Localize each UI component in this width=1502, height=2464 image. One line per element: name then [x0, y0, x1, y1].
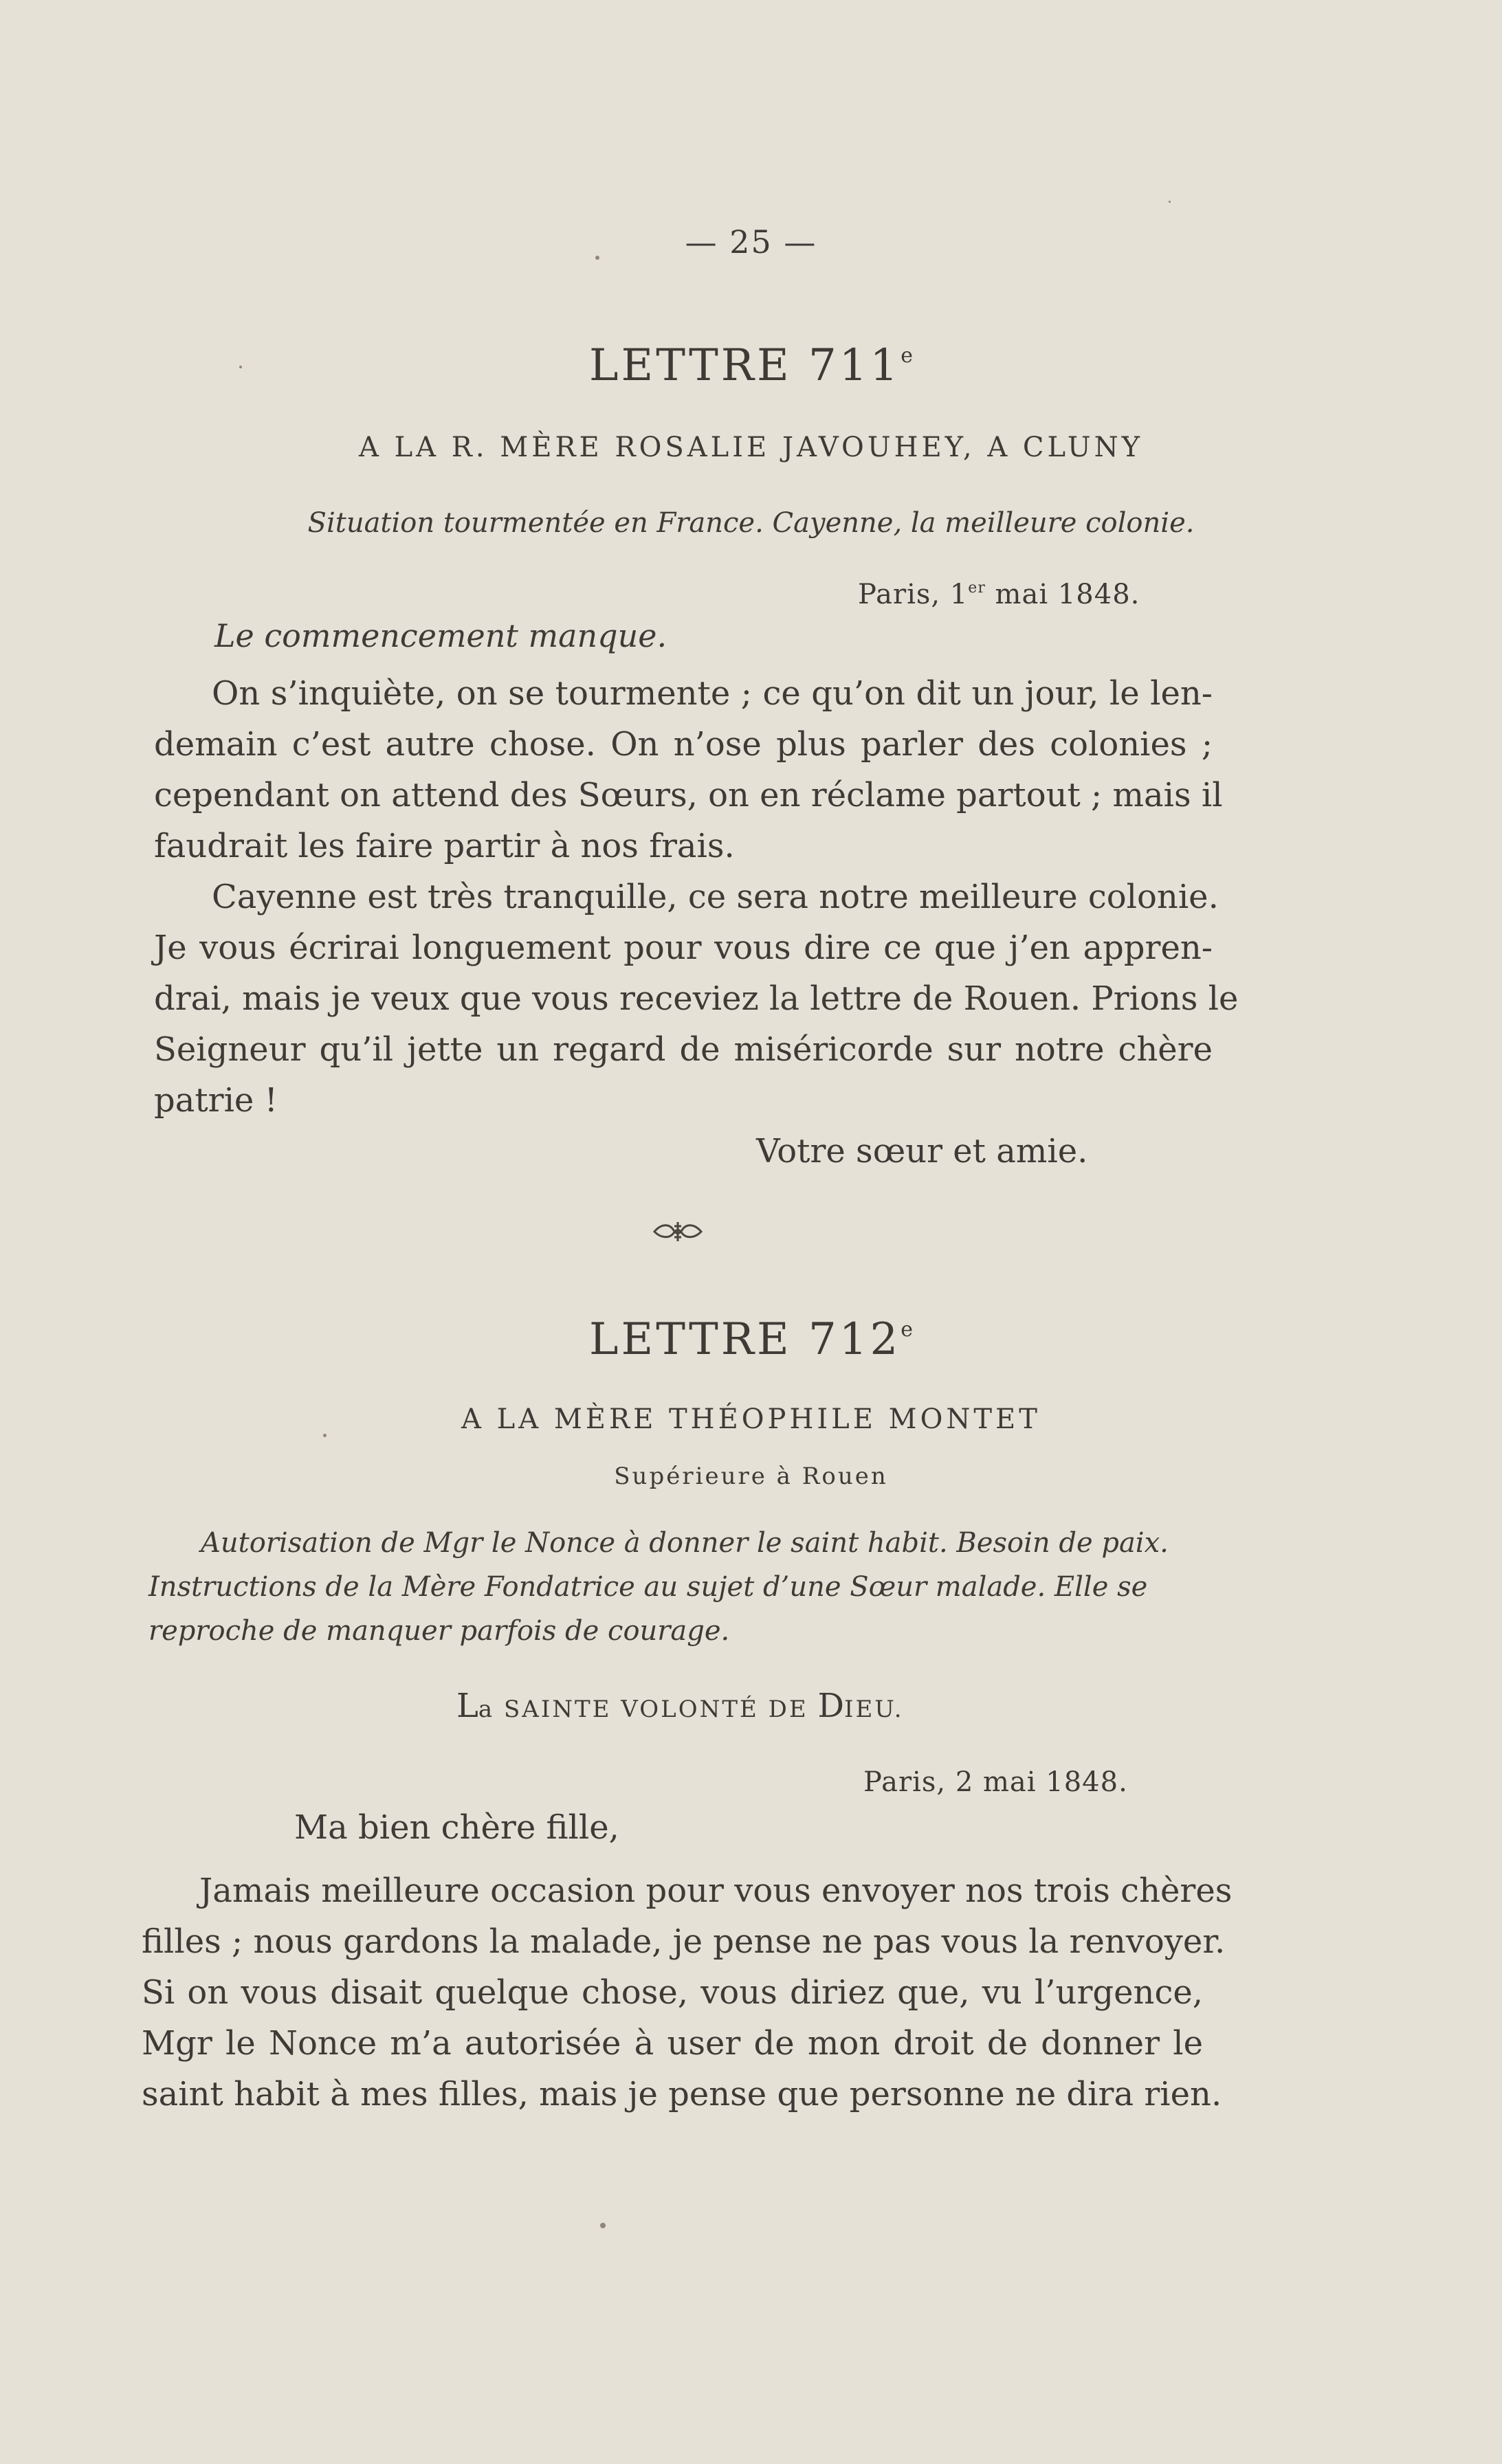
letter-711-line: Cayenne est très tranquille, ce sera notre meilleure colonie.: [212, 878, 1219, 916]
motto-space: [808, 1696, 818, 1723]
letter-712-summary-line: Autorisation de Mgr le Nonce à donner le saint habit. Besoin de paix.: [201, 1527, 1169, 1559]
letter-711-recipient: A LA R. MÈRE ROSALIE JAVOUHEY, A CLUNY: [358, 432, 1144, 463]
letter-711-line: faudrait les faire partir à nos frais.: [154, 827, 735, 865]
motto-word: [494, 1696, 504, 1723]
letter-712-title-sup: e: [901, 1318, 913, 1342]
letter-711-line: Seigneur qu’il jette un regard de miséricorde sur notre chère: [154, 1030, 1213, 1069]
letter-712-motto: [456, 1687, 904, 1725]
letter-711-date-prefix: Paris, 1: [858, 579, 969, 610]
motto-word: IEU.: [844, 1696, 904, 1723]
letter-712-line: filles ; nous gardons la malade, je pense ne pas vous la renvoyer.: [142, 1922, 1226, 1961]
letter-712-subtitle: Supérieure à Rouen: [614, 1463, 888, 1490]
letter-712-line: Mgr le Nonce m’a autorisée à user de mon droit de donner le: [142, 2024, 1203, 2063]
letter-712-title-text: LETTRE 712: [589, 1314, 901, 1365]
letter-712-salutation: Ma bien chère fille,: [294, 1808, 619, 1847]
motto-initial: L: [456, 1687, 478, 1725]
paper-speck: [323, 1434, 327, 1437]
page-number: — 25 —: [685, 223, 817, 260]
letter-711-closing: Votre sœur et amie.: [756, 1132, 1088, 1170]
ornament-divider-icon: [652, 1218, 704, 1245]
paper-speck: [600, 2223, 606, 2228]
motto-initial: D: [817, 1687, 845, 1725]
letter-711-line: On s’inquiète, on se tourmente ; ce qu’on dit un jour, le len-: [212, 674, 1213, 713]
paper-speck: [1169, 201, 1171, 203]
letter-711-summary: Situation tourmentée en France. Cayenne, la meilleure colonie.: [307, 507, 1195, 539]
letter-711-title-sup: e: [901, 344, 913, 368]
letter-711-line: demain c’est autre chose. On n’ose plus parler des colonies ;: [154, 725, 1213, 764]
letter-712-summary-line: Instructions de la Mère Fondatrice au sujet d’une Sœur malade. Elle se: [148, 1571, 1148, 1603]
letter-712-recipient: A LA MÈRE THÉOPHILE MONTET: [461, 1403, 1041, 1435]
letter-712-line: saint habit à mes filles, mais je pense que personne ne dira rien.: [142, 2075, 1222, 2113]
letter-712-date: Paris, 2 mai 1848.: [863, 1766, 1128, 1798]
letter-711-line: drai, mais je veux que vous receviez la lettre de Rouen. Prions le: [154, 979, 1239, 1018]
letter-711-title: [0, 340, 1502, 391]
letter-711-date-suffix: mai 1848.: [985, 579, 1140, 610]
letter-712-line: Si on vous disait quelque chose, vous diriez que, vu l’urgence,: [142, 1973, 1203, 2012]
motto-word: a: [478, 1696, 495, 1723]
letter-712-summary-line: reproche de manquer parfois de courage.: [148, 1615, 730, 1647]
letter-712-line: Jamais meilleure occasion pour vous envoyer nos trois chères: [199, 1872, 1233, 1910]
motto-word: SAINTE VOLONTÉ DE: [503, 1696, 808, 1723]
paper-speck: [239, 366, 242, 368]
letter-711-line: patrie !: [154, 1081, 278, 1120]
letter-711-date: [858, 579, 1140, 610]
letter-711-date-sup: er: [968, 579, 986, 597]
paper-speck: [595, 256, 599, 260]
letter-712-title: [0, 1314, 1502, 1365]
letter-711-line: cependant on attend des Sœurs, on en réclame partout ; mais il: [154, 776, 1223, 814]
letter-711-title-text: LETTRE 711: [589, 340, 901, 391]
letter-711-note: Le commencement manque.: [214, 617, 667, 654]
letter-711-line: Je vous écrirai longuement pour vous dire ce que j’en appren-: [154, 929, 1213, 967]
